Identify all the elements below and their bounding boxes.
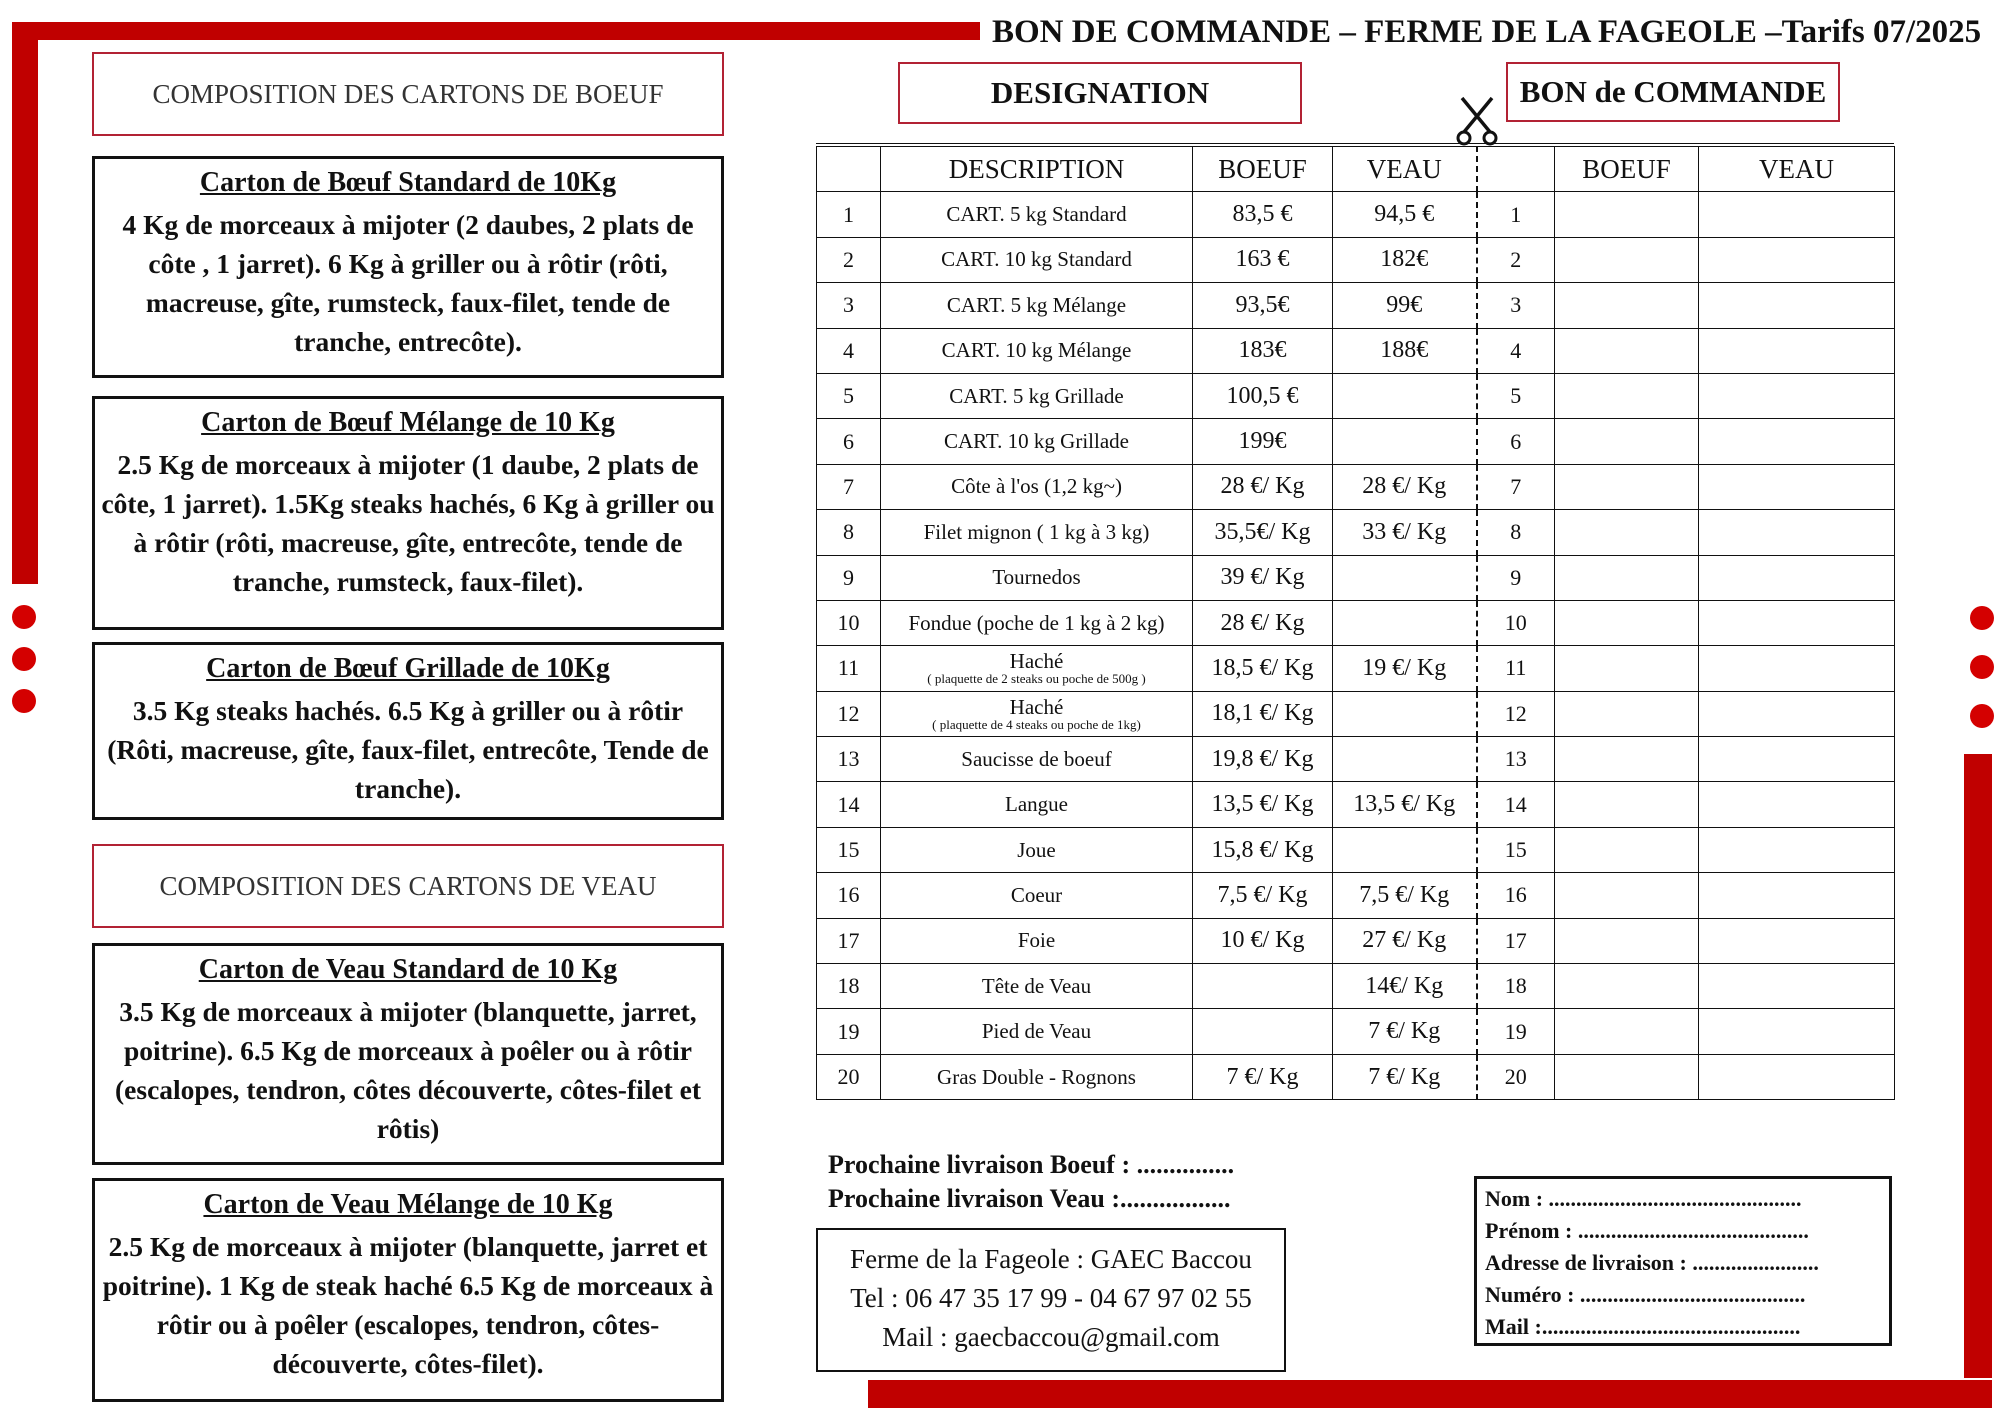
row-veau-price: 7 €/ Kg — [1333, 1009, 1477, 1054]
row-number: 19 — [817, 1009, 881, 1054]
header-boeuf: BOEUF — [1193, 147, 1333, 192]
header-order-boeuf: BOEUF — [1555, 147, 1699, 192]
row-description — [881, 328, 1193, 373]
order-boeuf-cell[interactable] — [1555, 827, 1699, 872]
row-description — [881, 646, 1193, 691]
table-body — [817, 192, 1895, 1100]
carton-title: Carton de Veau Mélange de 10 Kg — [203, 1189, 613, 1220]
row-order-number: 20 — [1477, 1054, 1555, 1099]
row-description-text: CART. 10 kg Standard — [941, 247, 1132, 272]
row-description — [881, 237, 1193, 282]
row-veau-price: 99€ — [1333, 283, 1477, 328]
row-order-number: 18 — [1477, 964, 1555, 1009]
table-row — [817, 691, 1895, 736]
table-row — [817, 964, 1895, 1009]
table-row — [817, 464, 1895, 509]
order-veau-cell[interactable] — [1699, 1009, 1895, 1054]
row-description — [881, 192, 1193, 237]
order-veau-cell[interactable] — [1699, 873, 1895, 918]
table-row — [817, 782, 1895, 827]
bon-commande-label: BON de COMMANDE — [1519, 74, 1827, 109]
row-description-text: Pied de Veau — [981, 1019, 1092, 1044]
row-order-number: 8 — [1477, 510, 1555, 555]
row-veau-price — [1333, 737, 1477, 782]
row-order-number: 11 — [1477, 646, 1555, 691]
row-boeuf-price: 28 €/ Kg — [1193, 600, 1333, 645]
row-order-number: 6 — [1477, 419, 1555, 464]
red-frame-top — [12, 22, 980, 40]
table-row — [817, 646, 1895, 691]
row-number: 12 — [817, 691, 881, 736]
carton-title: Carton de Bœuf Standard de 10Kg — [199, 167, 617, 198]
row-description — [881, 419, 1193, 464]
row-order-number: 14 — [1477, 782, 1555, 827]
order-veau-cell[interactable] — [1699, 283, 1895, 328]
carton-card — [92, 156, 724, 378]
order-boeuf-cell[interactable] — [1555, 237, 1699, 282]
row-veau-price: 14€/ Kg — [1333, 964, 1477, 1009]
client-info-box — [1474, 1176, 1892, 1346]
row-description — [881, 827, 1193, 872]
next-delivery-veau: Prochaine livraison Veau :................. — [828, 1184, 1231, 1213]
row-boeuf-price: 18,1 €/ Kg — [1193, 691, 1333, 736]
row-description — [881, 918, 1193, 963]
row-order-number: 17 — [1477, 918, 1555, 963]
row-boeuf-price: 10 €/ Kg — [1193, 918, 1333, 963]
row-veau-price: 188€ — [1333, 328, 1477, 373]
row-description-text: CART. 5 kg Grillade — [949, 383, 1124, 408]
table-row — [817, 328, 1895, 373]
row-order-number: 19 — [1477, 1009, 1555, 1054]
table-top-rule — [816, 143, 1894, 144]
row-description-text: Gras Double - Rognons — [937, 1064, 1136, 1089]
veau-composition-header — [92, 844, 724, 928]
row-veau-price: 19 €/ Kg — [1333, 646, 1477, 691]
table-row — [817, 555, 1895, 600]
boeuf-composition-label: COMPOSITION DES CARTONS DE BOEUF — [152, 78, 664, 109]
row-veau-price: 13,5 €/ Kg — [1333, 782, 1477, 827]
row-description — [881, 964, 1193, 1009]
table-row — [817, 192, 1895, 237]
decorative-dot — [1970, 704, 1994, 728]
row-description — [881, 283, 1193, 328]
bon-commande-box — [1506, 62, 1840, 122]
row-boeuf-price: 18,5 €/ Kg — [1193, 646, 1333, 691]
row-veau-price: 27 €/ Kg — [1333, 918, 1477, 963]
carton-title: Carton de Veau Standard de 10 Kg — [198, 954, 618, 985]
table-row — [817, 1009, 1895, 1054]
row-description-text: CART. 5 kg Standard — [946, 202, 1127, 227]
row-number: 13 — [817, 737, 881, 782]
row-order-number: 16 — [1477, 873, 1555, 918]
row-description-text: CART. 5 kg Mélange — [946, 292, 1127, 317]
order-boeuf-cell[interactable] — [1555, 192, 1699, 237]
row-boeuf-price: 28 €/ Kg — [1193, 464, 1333, 509]
row-description-text: CART. 10 kg Grillade — [944, 429, 1129, 454]
row-number: 1 — [817, 192, 881, 237]
row-description — [881, 1009, 1193, 1054]
carton-card — [92, 1178, 724, 1402]
row-veau-price — [1333, 827, 1477, 872]
order-boeuf-cell[interactable] — [1555, 1009, 1699, 1054]
row-number: 8 — [817, 510, 881, 555]
order-boeuf-cell[interactable] — [1555, 328, 1699, 373]
row-description — [881, 555, 1193, 600]
decorative-dot — [1970, 606, 1994, 630]
order-boeuf-cell[interactable] — [1555, 555, 1699, 600]
row-order-number: 15 — [1477, 827, 1555, 872]
table-row — [817, 600, 1895, 645]
farm-contact-box — [816, 1228, 1286, 1372]
row-order-number: 2 — [1477, 237, 1555, 282]
decorative-dot — [12, 605, 36, 629]
red-frame-bottom — [868, 1380, 1992, 1408]
row-veau-price: 33 €/ Kg — [1333, 510, 1477, 555]
row-order-number: 9 — [1477, 555, 1555, 600]
row-description — [881, 510, 1193, 555]
row-description-text: Langue — [1005, 792, 1068, 817]
row-number: 20 — [817, 1054, 881, 1099]
row-number: 7 — [817, 464, 881, 509]
row-veau-price — [1333, 691, 1477, 736]
row-veau-price — [1333, 373, 1477, 418]
carton-body: 2.5 Kg de morceaux à mijoter (blanquette, jarret et poitrine). 1 Kg de steak haché 6.5 Kg de morceaux à rôtir ou à poêler (escalopes, tendron, côtes-découverte, côtes-filet). — [102, 1231, 714, 1379]
row-description — [881, 600, 1193, 645]
carton-card — [92, 396, 724, 630]
veau-composition-label: COMPOSITION DES CARTONS DE VEAU — [159, 870, 657, 901]
carton-body: 3.5 Kg de morceaux à mijoter (blanquette, jarret, poitrine). 6.5 Kg de morceaux à poêler ou à rôtir (escalopes, tendron, côtes découverte, côtes-filet et rôtis) — [115, 996, 701, 1144]
red-frame-left — [12, 22, 38, 584]
row-number: 10 — [817, 600, 881, 645]
row-boeuf-price: 163 € — [1193, 237, 1333, 282]
row-order-number: 10 — [1477, 600, 1555, 645]
table-row — [817, 827, 1895, 872]
farm-email: Mail : gaecbaccou@gmail.com — [882, 1322, 1220, 1352]
row-description-text: Fondue (poche de 1 kg à 2 kg) — [908, 610, 1165, 635]
table-row — [817, 419, 1895, 464]
row-number: 14 — [817, 782, 881, 827]
table-row — [817, 373, 1895, 418]
row-description-text: Tête de Veau — [981, 973, 1092, 998]
order-boeuf-cell[interactable] — [1555, 691, 1699, 736]
table-row — [817, 283, 1895, 328]
row-number: 6 — [817, 419, 881, 464]
order-veau-cell[interactable] — [1699, 646, 1895, 691]
row-order-number: 5 — [1477, 373, 1555, 418]
row-description — [881, 782, 1193, 827]
row-number: 11 — [817, 646, 881, 691]
row-description-text: Côte à l'os (1,2 kg~) — [951, 474, 1122, 499]
table-header-row — [817, 147, 1895, 192]
carton-title: Carton de Bœuf Mélange de 10 Kg — [201, 407, 615, 438]
table-row — [817, 873, 1895, 918]
order-veau-cell[interactable] — [1699, 691, 1895, 736]
price-order-table — [816, 146, 1895, 1100]
order-boeuf-cell[interactable] — [1555, 464, 1699, 509]
row-number: 2 — [817, 237, 881, 282]
decorative-dot — [1970, 655, 1994, 679]
order-veau-cell[interactable] — [1699, 737, 1895, 782]
row-number: 5 — [817, 373, 881, 418]
row-number: 15 — [817, 827, 881, 872]
row-number: 4 — [817, 328, 881, 373]
row-veau-price: 7,5 €/ Kg — [1333, 873, 1477, 918]
carton-title: Carton de Bœuf Grillade de 10Kg — [206, 653, 610, 684]
client-numero-field[interactable]: Numéro : ......................................... — [1485, 1282, 1806, 1307]
row-description-text: Saucisse de boeuf — [961, 746, 1112, 771]
row-description — [881, 873, 1193, 918]
row-description-text: Filet mignon ( 1 kg à 3 kg) — [923, 519, 1150, 544]
order-veau-cell[interactable] — [1699, 373, 1895, 418]
row-boeuf-price: 15,8 €/ Kg — [1193, 827, 1333, 872]
boeuf-composition-header — [92, 52, 724, 136]
order-boeuf-cell[interactable] — [1555, 873, 1699, 918]
order-boeuf-cell[interactable] — [1555, 283, 1699, 328]
page-title: BON DE COMMANDE – FERME DE LA FAGEOLE –Tarifs 07/2025 — [992, 14, 1982, 50]
row-boeuf-price: 7 €/ Kg — [1193, 1054, 1333, 1099]
order-boeuf-cell[interactable] — [1555, 646, 1699, 691]
table-row — [817, 918, 1895, 963]
row-veau-price: 28 €/ Kg — [1333, 464, 1477, 509]
order-boeuf-cell[interactable] — [1555, 600, 1699, 645]
row-description — [881, 373, 1193, 418]
row-boeuf-price: 100,5 € — [1193, 373, 1333, 418]
row-order-number: 7 — [1477, 464, 1555, 509]
table-row — [817, 1054, 1895, 1099]
order-veau-cell[interactable] — [1699, 419, 1895, 464]
carton-body: 3.5 Kg steaks hachés. 6.5 Kg à griller ou à rôtir (Rôti, macreuse, gîte, faux-filet, entrecôte, Tende de tranche). — [107, 695, 709, 804]
row-description-text: Haché — [1009, 649, 1064, 674]
header-number — [817, 147, 881, 192]
row-description-subtext: ( plaquette de 4 steaks ou poche de 1kg) — [932, 716, 1141, 732]
row-boeuf-price — [1193, 964, 1333, 1009]
row-number: 16 — [817, 873, 881, 918]
order-veau-cell[interactable] — [1699, 782, 1895, 827]
decorative-dot — [12, 647, 36, 671]
row-description-text: Coeur — [1010, 882, 1063, 907]
order-boeuf-cell[interactable] — [1555, 373, 1699, 418]
order-veau-cell[interactable] — [1699, 555, 1895, 600]
row-description-text: Tournedos — [992, 565, 1081, 590]
row-description — [881, 464, 1193, 509]
row-description-text: CART. 10 kg Mélange — [941, 338, 1132, 363]
row-order-number: 1 — [1477, 192, 1555, 237]
row-description — [881, 1054, 1193, 1099]
red-frame-right — [1964, 754, 1992, 1378]
client-adresse-field[interactable]: Adresse de livraison : ....................... — [1485, 1250, 1819, 1275]
farm-name: Ferme de la Fageole : GAEC Baccou — [850, 1244, 1252, 1274]
row-veau-price — [1333, 419, 1477, 464]
order-veau-cell[interactable] — [1699, 918, 1895, 963]
order-veau-cell[interactable] — [1699, 964, 1895, 1009]
header-description: DESCRIPTION — [881, 147, 1193, 192]
client-mail-field[interactable]: Mail :............................................... — [1485, 1314, 1801, 1339]
decorative-dot — [12, 689, 36, 713]
row-order-number: 4 — [1477, 328, 1555, 373]
designation-label: DESIGNATION — [990, 75, 1210, 110]
scissors-icon — [1456, 96, 1498, 146]
row-boeuf-price: 7,5 €/ Kg — [1193, 873, 1333, 918]
order-veau-cell[interactable] — [1699, 510, 1895, 555]
order-boeuf-cell[interactable] — [1555, 1054, 1699, 1099]
table-row — [817, 510, 1895, 555]
row-description — [881, 691, 1193, 736]
carton-card — [92, 943, 724, 1165]
row-veau-price — [1333, 600, 1477, 645]
designation-box — [898, 62, 1302, 124]
order-veau-cell[interactable] — [1699, 237, 1895, 282]
order-veau-cell[interactable] — [1699, 600, 1895, 645]
row-number: 3 — [817, 283, 881, 328]
row-boeuf-price: 35,5€/ Kg — [1193, 510, 1333, 555]
row-boeuf-price: 93,5€ — [1193, 283, 1333, 328]
row-veau-price: 94,5 € — [1333, 192, 1477, 237]
carton-body: 2.5 Kg de morceaux à mijoter (1 daube, 2 plats de côte, 1 jarret). 1.5Kg steaks hachés, 6 Kg à griller ou à rôtir (rôti, macreuse, gîte, entrecôte, tende de tranche, rumsteck, faux-filet). — [101, 449, 715, 597]
row-veau-price: 182€ — [1333, 237, 1477, 282]
order-veau-cell[interactable] — [1699, 827, 1895, 872]
row-number: 18 — [817, 964, 881, 1009]
row-veau-price — [1333, 555, 1477, 600]
row-boeuf-price: 183€ — [1193, 328, 1333, 373]
header-order-veau: VEAU — [1699, 147, 1895, 192]
row-order-number: 13 — [1477, 737, 1555, 782]
table-row — [817, 737, 1895, 782]
order-veau-cell[interactable] — [1699, 328, 1895, 373]
row-description-text: Haché — [1009, 694, 1064, 719]
order-boeuf-cell[interactable] — [1555, 964, 1699, 1009]
order-boeuf-cell[interactable] — [1555, 737, 1699, 782]
order-veau-cell[interactable] — [1699, 1054, 1895, 1099]
order-boeuf-cell[interactable] — [1555, 419, 1699, 464]
row-number: 9 — [817, 555, 881, 600]
row-boeuf-price — [1193, 1009, 1333, 1054]
farm-phone: Tel : 06 47 35 17 99 - 04 67 97 02 55 — [850, 1283, 1252, 1313]
order-boeuf-cell[interactable] — [1555, 510, 1699, 555]
row-order-number: 3 — [1477, 283, 1555, 328]
carton-card — [92, 642, 724, 820]
row-description-text: Foie — [1017, 928, 1056, 953]
carton-body: 4 Kg de morceaux à mijoter (2 daubes, 2 plats de côte , 1 jarret). 6 Kg à griller ou à rôtir (rôti, macreuse, gîte, rumsteck, faux-filet, tende de tranche, entrecôte). — [122, 209, 694, 357]
row-boeuf-price: 19,8 €/ Kg — [1193, 737, 1333, 782]
row-description-subtext: ( plaquette de 2 steaks ou poche de 500g ) — [927, 671, 1146, 687]
row-number: 17 — [817, 918, 881, 963]
row-description-text: Joue — [1017, 837, 1056, 862]
row-boeuf-price: 83,5 € — [1193, 192, 1333, 237]
header-veau: VEAU — [1333, 147, 1477, 192]
row-order-number: 12 — [1477, 691, 1555, 736]
order-veau-cell[interactable] — [1699, 464, 1895, 509]
order-boeuf-cell[interactable] — [1555, 782, 1699, 827]
row-description — [881, 737, 1193, 782]
table-row — [817, 237, 1895, 282]
client-nom-field[interactable]: Nom : .............................................. — [1485, 1186, 1802, 1211]
order-veau-cell[interactable] — [1699, 192, 1895, 237]
next-delivery-boeuf: Prochaine livraison Boeuf : ............... — [828, 1150, 1235, 1179]
order-boeuf-cell[interactable] — [1555, 918, 1699, 963]
row-boeuf-price: 199€ — [1193, 419, 1333, 464]
header-order-number — [1477, 147, 1555, 192]
row-veau-price: 7 €/ Kg — [1333, 1054, 1477, 1099]
row-boeuf-price: 13,5 €/ Kg — [1193, 782, 1333, 827]
row-boeuf-price: 39 €/ Kg — [1193, 555, 1333, 600]
client-prenom-field[interactable]: Prénom : .......................................... — [1485, 1218, 1809, 1243]
